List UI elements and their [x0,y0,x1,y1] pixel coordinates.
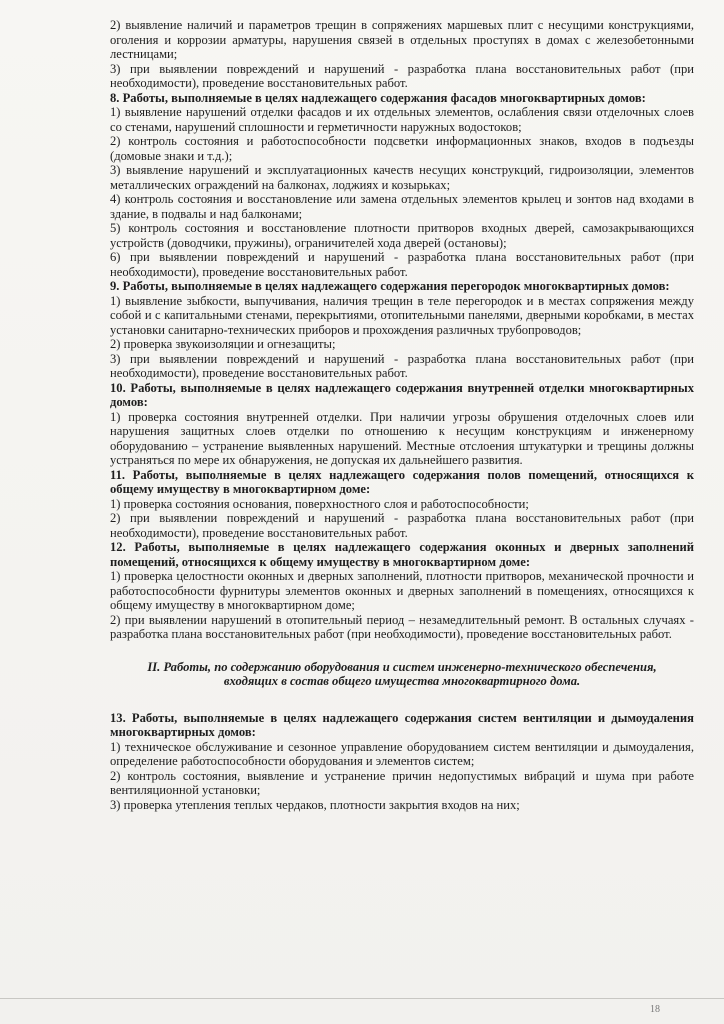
list-item: 1) техническое обслуживание и сезонное управление оборудованием систем вентиляции и дымоудаления, определение работоспособности оборудования и элементов систем; [110,739,694,768]
list-item: 3) при выявлении повреждений и нарушений - разработка плана восстановительных работ (при необходимости), проведение восстановительных работ. [110,61,694,90]
page-number: 18 [650,1004,660,1015]
section-heading: 12. Работы, выполняемые в целях надлежащего содержания оконных и дверных заполнений помещений, относящихся к общему имуществу в многоквартирном доме: [110,540,694,569]
list-item: 1) выявление нарушений отделки фасадов и их отдельных элементов, ослабления связи отделочных слоев со стенами, нарушений сплошности и герметичности наружных водостоков; [110,105,694,134]
list-item: 1) проверка состояния внутренней отделки. При наличии угрозы обрушения отделочных слоев или нарушения защитных слоев отделки по отношению к несущим конструкциям и инженерному оборудованию – устранение выявленных нарушений. Местные отслоения штукатурки и трещины должны устраняться по мере их обнаружения, не допуская их дальнейшего развития. [110,409,694,467]
list-item: 1) проверка состояния основания, поверхностного слоя и работоспособности; [110,496,529,511]
list-item: 2) контроль состояния, выявление и устранение причин недопустимых вибраций и шума при работе вентиляционной установки; [110,768,694,797]
list-item: 1) проверка целостности оконных и дверных заполнений, плотности притворов, механической прочности и работоспособности фурнитуры элементов оконных и дверных заполнений в помещениях, относящихся к общему имуществу в многоквартирном доме; [110,569,694,612]
part-title: II. Работы, по содержанию оборудования и систем инженерно-технического обеспечения, входящих в состав общего имущества многоквартирного дома. [147,659,657,688]
list-item: 2) контроль состояния и работоспособности подсветки информационных знаков, входов в подъезды (домовые знаки и т.д.); [110,134,694,163]
list-item: 2) выявление наличий и параметров трещин в сопряжениях маршевых плит с несущими конструкциями, оголения и коррозии арматуры, нарушения связей в отдельных проступях в домах с железобетонными лестницами; [110,18,694,61]
section-heading: 11. Работы, выполняемые в целях надлежащего содержания полов помещений, относящихся к общему имуществу в многоквартирном доме: [110,467,694,496]
section-heading: 10. Работы, выполняемые в целях надлежащего содержания внутренней отделки многоквартирных домов: [110,380,694,409]
list-item: 4) контроль состояния и восстановление или замена отдельных элементов крылец и зонтов над входами в здание, в подвалы и над балконами; [110,192,694,221]
section-heading: 9. Работы, выполняемые в целях надлежащего содержания перегородок многоквартирных домов: [110,279,670,293]
list-item: 1) выявление зыбкости, выпучивания, наличия трещин в теле перегородок и в местах сопряжения между собой и с капитальными стенами, перекрытиями, отопительными панелями, дверными коробками, в местах установки санитарно-технических приборов и прохождения различных трубопроводов; [110,293,694,337]
section-heading: 13. Работы, выполняемые в целях надлежащего содержания систем вентиляции и дымоудаления многоквартирных домов: [110,710,694,739]
document-body [110,18,694,812]
list-item: 2) проверка звукоизоляции и огнезащиты; [110,337,336,351]
list-item: 3) выявление нарушений и эксплуатационных качеств несущих конструкций, гидроизоляции, элементов металлических ограждений на балконах, лоджиях и козырьках; [110,163,694,192]
list-item: 5) контроль состояния и восстановление плотности притворов входных дверей, самозакрывающихся устройств (доводчики, пружины), ограничителей хода дверей (остановы); [110,221,694,250]
scan-edge-line [0,998,724,999]
list-item: 3) проверка утепления теплых чердаков, плотности закрытия входов на них; [110,797,520,812]
list-item: 3) при выявлении повреждений и нарушений - разработка плана восстановительных работ (при необходимости), проведение восстановительных работ. [110,351,694,380]
list-item: 2) при выявлении нарушений в отопительный период – незамедлительный ремонт. В остальных случаях - разработка плана восстановительных работ (при необходимости), проведение восстановительных работ. [110,612,694,641]
list-item: 2) при выявлении повреждений и нарушений - разработка плана восстановительных работ (при необходимости), проведение восстановительных работ. [110,511,694,540]
section-heading: 8. Работы, выполняемые в целях надлежащего содержания фасадов многоквартирных домов: [110,90,646,105]
list-item: 6) при выявлении повреждений и нарушений - разработка плана восстановительных работ (при необходимости), проведение восстановительных работ. [110,250,694,279]
